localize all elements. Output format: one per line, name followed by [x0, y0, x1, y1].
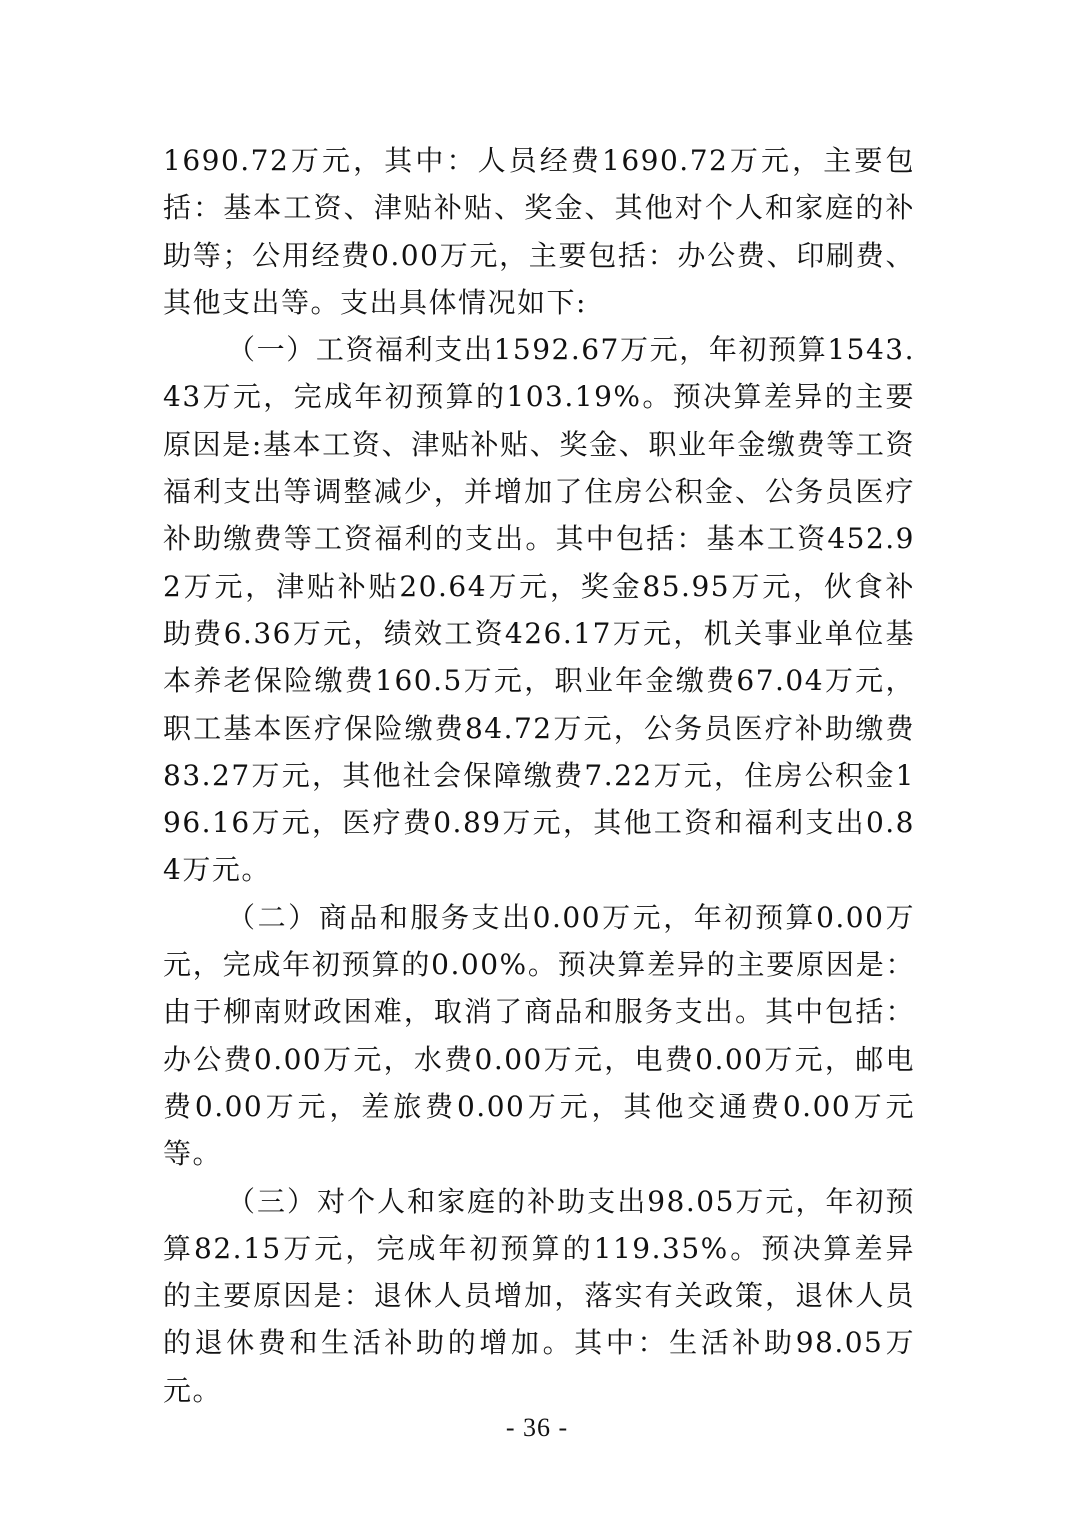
paragraph-wages-welfare: （一）工资福利支出1592.67万元，年初预算1543.43万元，完成年初预算的103.19%。预决算差异的主要原因是:基本工资、津贴补贴、奖金、职业年金缴费等工资福利支出等调整减少，并增加了住房公积金、公务员医疗补助缴费等工资福利的支出。其中包括：基本工资452.92万元，津贴补贴20.64万元，奖金85.95万元，伙食补助费6.36万元，绩效工资426.17万元，机关事业单位基本养老保险缴费160.5万元，职业年金缴费67.04万元，职工基本医疗保险缴费84.72万元，公务员医疗补助缴费83.27万元，其他社会保障缴费7.22万元，住房公积金196.16万元，医疗费0.89万元，其他工资和福利支出0.84万元。: [163, 333, 915, 887]
paragraph-household-subsidy: （三）对个人和家庭的补助支出98.05万元，年初预算82.15万元，完成年初预算的119.35%。预决算差异的主要原因是：退休人员增加，落实有关政策，退休人员的退休费和生活补助的增加。其中：生活补助98.05万元。: [163, 1184, 915, 1407]
paragraph-continuation: 1690.72万元，其中：人员经费1690.72万元，主要包括：基本工资、津贴补贴、奖金、其他对个人和家庭的补助等；公用经费0.00万元，主要包括：办公费、印刷费、其他支出等。支出具体情况如下:: [163, 144, 915, 319]
paragraph-goods-services: （二）商品和服务支出0.00万元，年初预算0.00万元，完成年初预算的0.00%。预决算差异的主要原因是：由于柳南财政困难，取消了商品和服务支出。其中包括：办公费0.00万元，水费0.00万元，电费0.00万元，邮电费0.00万元，差旅费0.00万元，其他交通费0.00万元等。: [163, 900, 915, 1171]
body-text: [163, 137, 915, 1414]
page-number: - 36 -: [505, 1413, 569, 1442]
